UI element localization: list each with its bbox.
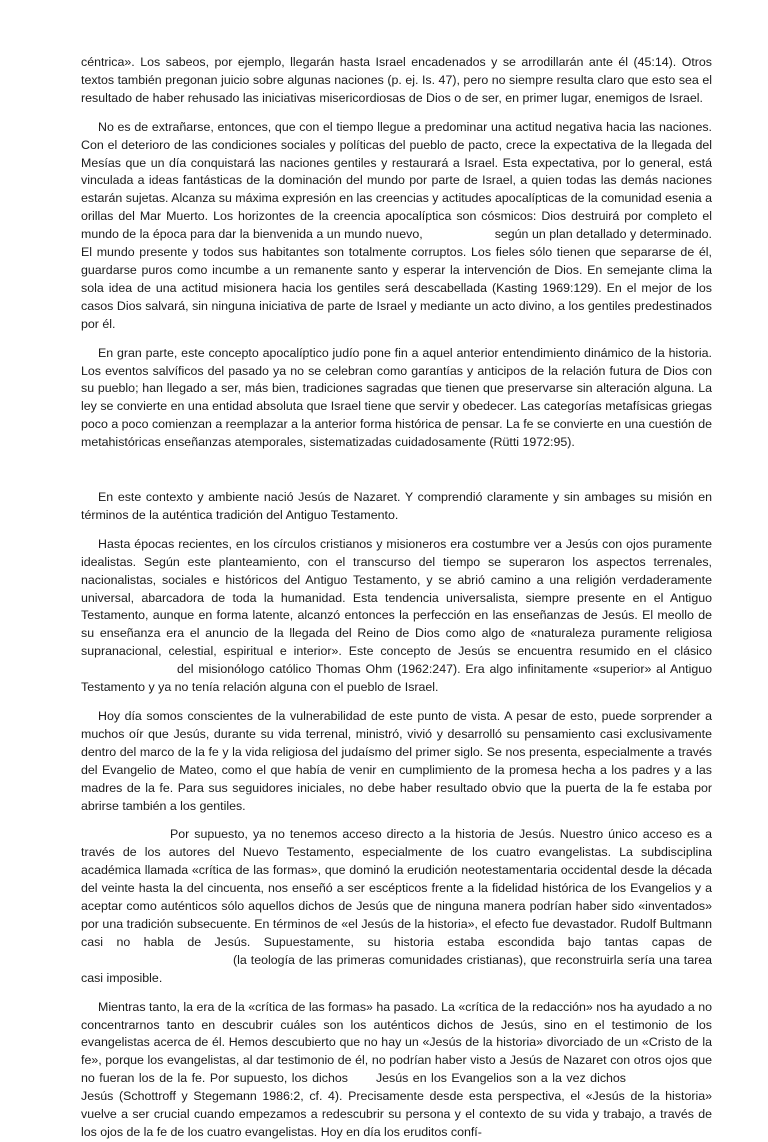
paragraph-2 (81, 119, 712, 334)
paragraph-5 (81, 536, 712, 697)
paragraph-8 (81, 999, 712, 1142)
paragraph-6 (81, 708, 712, 815)
paragraph-3 (81, 345, 712, 452)
paragraph-7-text-a: Por supuesto, ya no tenemos acceso directo a la historia de Jesús. Nuestro único acceso es a través de los autores del Nuevo Testamento, especialmente de los cuatro evangelistas. La subdisciplina académica llamada «crítica de las formas», que dominó la erudición neotestamentaria occidental desde la década del veinte hasta la del cincuenta, nos enseñó a ser escépticos frente a la fidelidad histórica de los Evangelios y a aceptar como auténticos sólo aquellos dichos de Jesús que de ninguna manera podrían haber sido «inventados» por una tradición subsecuente. En términos de «el Jesús de la historia», el efecto fue devastador. Rudolf Bultmann casi no habla de Jesús. Supuestamente, su historia estaba escondida bajo tantas capas de (81, 827, 712, 949)
paragraph-1-text: céntrica». Los sabeos, por ejemplo, llegarán hasta Israel encadenados y se arrodillarán ante él (45:14). Otros textos también pregonan juicio sobre algunas naciones (p. ej. Is. 47), pero no siempre resulta claro que esto sea el resultado de haber rehusado las iniciativas misericordiosas de Dios o de ser, en primer lugar, enemigos de Israel. (81, 55, 712, 105)
paragraph-4-text: En este contexto y ambiente nació Jesús de Nazaret. Y comprendió claramente y sin ambages su misión en términos de la auténtica tradición del Antiguo Testamento. (81, 490, 712, 522)
paragraph-5-text-b: del misionólogo católico Thomas Ohm (1962:247). Era algo infinitamente «superior» al Antiguo Testamento y ya no tenía relación alguna con el pueblo de Israel. (81, 662, 712, 695)
section-break (81, 463, 712, 489)
paragraph-1 (81, 54, 712, 108)
paragraph-2-text-b: según un plan detallado y determinado. El mundo presente y todos sus habitantes son totalmente corruptos. Los fieles sólo tienen que separarse de él, guardarse puros como incumbe a un remanente santo y esperar la intervención de Dios. En semejante clima la sola idea de una actitud misionera hacia los gentiles será descabellada (Kasting 1969:129). En el mejor de los casos Dios salvará, sin ninguna iniciativa de parte de Israel y mediante un acto divino, a los gentiles predestinados por él. (81, 227, 712, 331)
paragraph-8-text-b: Jesús en los Evangelios son a la vez dichos (375, 1071, 627, 1086)
paragraph-5-text-a: Hasta épocas recientes, en los círculos cristianos y misioneros era costumbre ver a Jesús con ojos puramente idealistas. Según este planteamiento, con el transcurso del tiempo se superaron los aspectos terrenales, nacionalistas, sociales e históricos del Antiguo Testamento, y se abrió camino a una religión verdaderamente universal, abarcadora de toda la humanidad. Esta tendencia universalista, siempre presente en el Antiguo Testamento, aunque en forma latente, alcanzó entonces la perfección en las enseñanzas de Jesús. El meollo de su enseñanza era el anuncio de la llegada del Reino de Dios como algo de «naturaleza puramente religiosa supranacional, celestial, espiritual e interior». Este concepto de Jesús se encuentra resumido en el clásico (81, 536, 712, 659)
paragraph-7 (81, 826, 712, 987)
paragraph-4 (81, 489, 712, 525)
paragraph-8-text-a: Mientras tanto, la era de la «crítica de las formas» ha pasado. La «crítica de la redacción» nos ha ayudado a no concentrarnos tanto en descubrir cuáles son los auténticos dichos de Jesús, sino en el testimonio de los evangelistas acerca de él. Hemos descubierto que no hay un «Jesús de la historia» divorciado de un «Cristo de la fe», porque los evangelistas, al dar testimonio de él, no podrían haber visto a Jesús de Nazaret con otros ojos que no fueran los de la fe. Por supuesto, los dichos (81, 999, 712, 1086)
paragraph-6-text: Hoy día somos conscientes de la vulnerabilidad de este punto de vista. A pesar de esto, puede sorprender a muchos oír que Jesús, durante su vida terrenal, ministró, vivió y desarrolló su pensamiento casi exclusivamente dentro del marco de la fe y la vida religiosa del judaísmo del primer siglo. Se nos presenta, especialmente a través del Evangelio de Mateo, como el que había de venir en cumplimiento de la promesa hecha a los padres y a las madres de la fe. Para sus seguidores iniciales, no debe haber resultado obvio que la puerta de la fe estaba por abrirse también a los gentiles. (81, 709, 712, 813)
paragraph-2-text-a: No es de extrañarse, entonces, que con el tiempo llegue a predominar una actitud negativa hacia las naciones. Con el deterioro de las condiciones sociales y políticas del pueblo de pacto, crece la expectativa de la llegada del Mesías que un día conquistará las naciones gentiles y restaurará a Israel. Esta expectativa, por lo general, está vinculada a ideas fantásticas de la dominación del mundo por parte de Israel, a quien todas las demás naciones estarán sujetas. Alcanza su máxima expresión en las creencias y actitudes apocalípticas de la comunidad esenia a orillas del Mar Muerto. Los horizontes de la creencia apocalíptica son cósmicos: Dios destruirá por completo el mundo de la época para dar la bienvenida a un mundo nuevo, (81, 119, 712, 242)
paragraph-3-text: En gran parte, este concepto apocalíptico judío pone fin a aquel anterior entendimiento dinámico de la historia. Los eventos salvíficos del pasado ya no se celebran como garantías y anticipos de la relación futura de Dios con su pueblo; han llegado a ser, más bien, tradiciones sagradas que tienen que preservarse sin alteración alguna. La ley se convierte en una entidad absoluta que Israel tiene que servir y obedecer. Las categorías metafísicas griegas poco a poco comienzan a reemplazar a la anterior forma histórica de pensar. La fe se convierte en una cuestión de metahistóricas enseñanzas atemporales, sistematizadas cuidadosamente (Rütti 1972:95). (81, 345, 712, 450)
paragraph-7-text-b: (la teología de las primeras comunidades cristianas), que reconstruirla sería una tarea casi imposible. (81, 952, 712, 985)
paragraph-8-text-c: Jesús (Schottroff y Stegemann 1986:2, cf. 4). Precisamente desde esta perspectiva, el «Jesús de la historia» vuelve a ser crucial cuando empezamos a redescubrir su persona y el contexto de su vida y trabajo, a través de los ojos de la fe de los cuatro evangelistas. Hoy en día los eruditos confí- (81, 1089, 712, 1139)
